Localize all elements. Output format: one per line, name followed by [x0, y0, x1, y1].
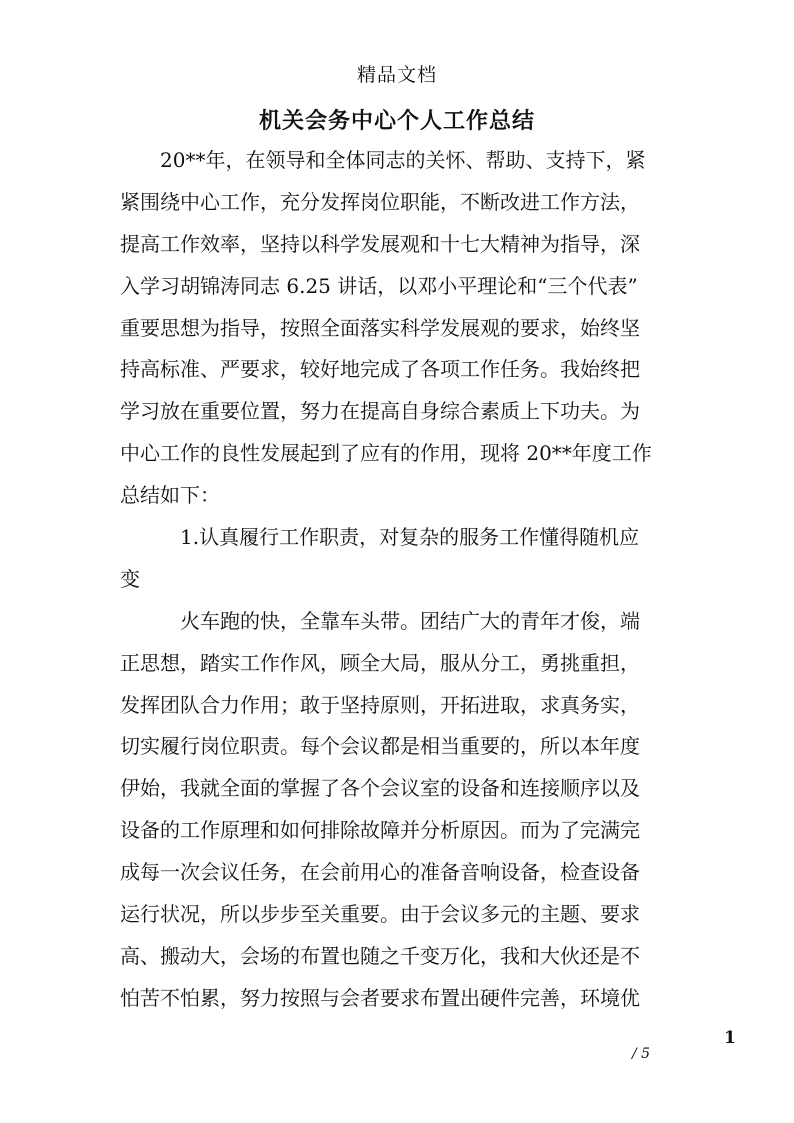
document-title: 机关会务中心个人工作总结: [258, 108, 535, 134]
body-line: 火车跑的快，全靠车头带。团结广大的青年才俊，端: [120, 608, 640, 633]
body-line: 伊始，我就全面的掌握了各个会议室的设备和连接顺序以及: [120, 776, 640, 801]
section-heading-line: 1.认真履行工作职责，对复杂的服务工作懂得随机应: [120, 525, 640, 550]
body-line: 20**年，在领导和全体同志的关怀、帮助、支持下，紧: [120, 148, 646, 172]
document-body: [120, 140, 680, 1020]
body-line: 高、搬动大，会场的布置也随之千变万化，我和大伙还是不: [120, 943, 640, 968]
body-line: 重要思想为指导，按照全面落实科学发展观的要求，始终坚: [120, 315, 640, 340]
page-total: / 5: [632, 1046, 651, 1062]
body-line: 提高工作效率，坚持以科学发展观和十七大精神为指导，深: [120, 231, 640, 256]
body-line: 紧围绕中心工作，充分发挥岗位职能，不断改进工作方法，: [120, 189, 640, 214]
body-line: 正思想，踏实工作作风，顾全大局，服从分工，勇挑重担，: [120, 650, 640, 675]
document-header: 精品文档: [356, 64, 437, 86]
body-line: 学习放在重要位置，努力在提高自身综合素质上下功夫。为: [120, 399, 640, 424]
body-line: 入学习胡锦涛同志 6.25 讲话，以邓小平理论和“三个代表”: [120, 273, 638, 298]
body-line: 成每一次会议任务，在会前用心的准备音响设备，检查设备: [120, 860, 640, 885]
body-line: 切实履行岗位职责。每个会议都是相当重要的，所以本年度: [120, 734, 640, 759]
section-heading-line: 变: [120, 566, 140, 591]
body-line: 设备的工作原理和如何排除故障并分析原因。而为了完满完: [120, 818, 640, 843]
body-line: 中心工作的良性发展起到了应有的作用，现将 20**年度工作: [120, 441, 652, 466]
page-number: 1: [724, 1028, 736, 1048]
body-line: 怕苦不怕累，努力按照与会者要求布置出硬件完善，环境优: [120, 985, 640, 1010]
body-line: 运行状况，所以步步至关重要。由于会议多元的主题、要求: [120, 902, 640, 927]
body-line: 持高标准、严要求，较好地完成了各项工作任务。我始终把: [120, 357, 640, 382]
body-line: 总结如下：: [120, 483, 220, 508]
body-line: 发挥团队合力作用；敢于坚持原则，开拓进取，求真务实，: [120, 692, 640, 717]
